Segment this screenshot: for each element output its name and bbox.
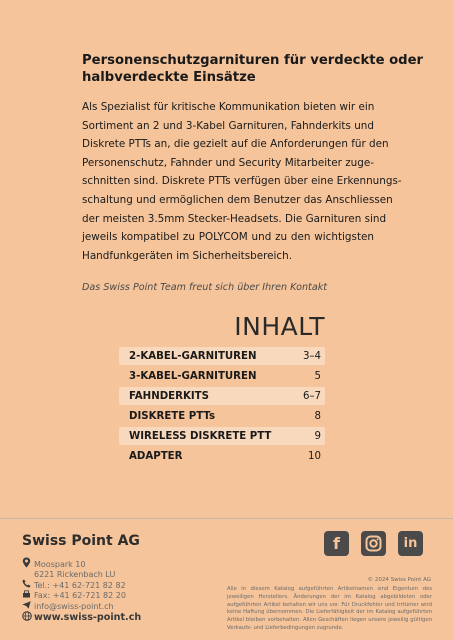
intro-section [82,52,424,294]
facebook-icon[interactable]: f [324,531,349,556]
instagram-icon[interactable] [361,531,386,556]
page-heading: Personenschutzgarnituren für verdeckte oder halbverdeckte Einsätze [82,53,424,85]
toc-entry-adapter[interactable] [119,447,325,467]
social-links [324,531,423,556]
signoff-text: Das Swiss Point Team freut sich über Ihren Kontakt [82,282,328,294]
toc-entry-page: 8 [314,410,321,422]
address-street: Moospark 10 [34,559,86,569]
toc-entry-fahnderkits[interactable] [119,387,325,407]
email-link[interactable]: info@swiss-point.ch [34,601,114,611]
email-row [22,601,182,612]
toc-entry-2-kabel[interactable] [119,347,325,367]
footer-divider [0,518,453,519]
intro-paragraph: Als Spezialist für kritische Kommunikation bieten wir ein Sortiment an 2 und 3-Kabel Garnituren, Fahnderkits und Diskrete PTTs an, die gezielt auf die Anforderungen für den Personenschutz, Fahnder und Security Mitarbeiter zuge- schnitten sind. Diskrete PTTs verfügen über eine Erkennungs- schaltung und ermöglichen dem Benutzer das Anschliessen der meisten 3.5mm Stecker-Headsets. Die Garnituren sind jeweils kompatibel zu POLYCOM und zu den wichtigsten Handfunkgeräten im Sicherheitsbereich. [82,101,402,262]
toc-entry-label: 2-KABEL-GARNITUREN [129,350,257,362]
toc-entry-page: 3–4 [302,350,321,362]
website-row [22,613,182,624]
toc-entry-wireless-ptt[interactable] [119,427,325,447]
toc-entry-label: WIRELESS DISKRETE PTT [129,430,272,442]
address-city-row [22,570,182,581]
toc-entry-page: 9 [314,430,321,442]
toc-entry-label: DISKRETE PTTs [129,410,216,422]
toc-entry-label: FAHNDERKITS [129,390,209,402]
toc-entry-label: ADAPTER [129,450,183,462]
company-name: Swiss Point AG [22,533,140,549]
toc-entry-diskrete-ptts[interactable] [119,407,325,427]
address-row [22,559,182,570]
fax-number: Fax: +41 62-721 82 20 [34,591,126,601]
website-link[interactable]: www.swiss-point.ch [34,612,142,624]
toc-entry-page: 10 [308,450,321,462]
toc-entry-label: 3-KABEL-GARNITUREN [129,370,257,382]
linkedin-icon[interactable]: in [398,531,423,556]
address-city: 6221 Rickenbach LU [34,570,116,580]
location-pin-icon [22,557,34,571]
phone-row [22,580,182,591]
globe-icon [22,611,34,624]
toc-title: INHALT [234,312,325,341]
toc-entry-page: 5 [314,370,321,382]
phone-number[interactable]: Tel.: +41 62-721 82 82 [34,580,126,590]
send-icon [22,601,34,612]
copyright-notice: © 2024 Swiss Point AG [367,577,431,583]
fax-row [22,591,182,602]
toc-entry-page: 6–7 [302,390,321,402]
table-of-contents [119,347,325,467]
contact-block [22,559,182,623]
toc-entry-3-kabel[interactable] [119,367,325,387]
legal-disclaimer: Alle in diesem Katalog aufgeführten Artikelnamen sind Eigentum des jeweiligen Herstellers. Änderungen der im Katalog abgebildeten oder aufgeführten Artikel behalten wir uns vor. Für Druckfehler und Irrtümer wird keine Haftung übernommen. Die Lieferfähigkeit der im Katalog aufgeführten Artikel bleiben vorbehalten. Allen Geschäften liegen unsere jeweilig gültigen Verkaufs- und Lieferbedingungen zugrunde. [227,586,432,631]
